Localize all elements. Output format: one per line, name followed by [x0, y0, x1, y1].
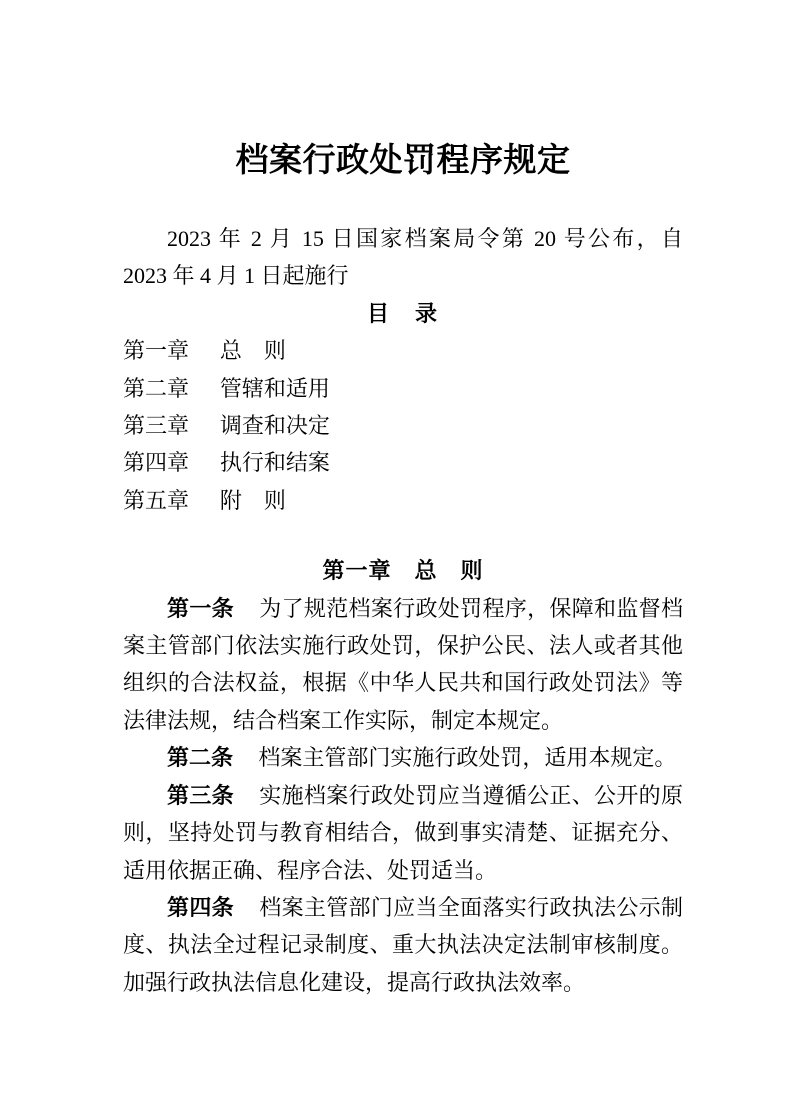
publication-note: 2023 年 2 月 15 日国家档案局令第 20 号公布，自 2023 年 4 月 1 日起施行 — [123, 226, 683, 289]
toc-chapter-label: 第三章 — [123, 413, 190, 439]
toc-list — [123, 332, 683, 519]
article-text: 实施档案行政处罚应当遵循公正、公开的原则，坚持处罚与教育相结合，做到事实清楚、证据充分、适用依据正确、程序合法、处罚适当。 — [123, 782, 683, 883]
article-number: 第一条 — [167, 595, 234, 621]
chapter-body — [123, 590, 683, 1001]
toc-item — [123, 407, 683, 444]
article-paragraph — [123, 777, 683, 889]
toc-chapter-label: 第一章 — [123, 338, 190, 364]
toc-chapter-title: 管辖和适用 — [219, 375, 330, 401]
article-paragraph — [123, 739, 683, 776]
toc-heading: 目 录 — [366, 300, 439, 326]
article-text: 为了规范档案行政处罚程序，保障和监督档案主管部门依法实施行政处罚，保护公民、法人或者其他组织的合法权益，根据《中华人民共和国行政处罚法》等法律法规，结合档案工作实际，制定本规定。 — [123, 595, 683, 733]
article-paragraph — [123, 889, 683, 1001]
article-text: 档案主管部门实施行政处罚，适用本规定。 — [258, 745, 677, 771]
toc-chapter-title: 总 则 — [219, 338, 286, 364]
toc-chapter-title: 执行和结案 — [219, 450, 330, 476]
toc-item — [123, 332, 683, 369]
toc-chapter-title: 调查和决定 — [219, 413, 330, 439]
article-number: 第二条 — [167, 745, 234, 771]
toc-chapter-title: 附 则 — [219, 487, 286, 513]
document-title: 档案行政处罚程序规定 — [235, 141, 571, 178]
toc-chapter-label: 第五章 — [123, 487, 190, 513]
article-number: 第三条 — [167, 782, 234, 808]
toc-item — [123, 482, 683, 519]
article-number: 第四条 — [167, 894, 234, 920]
article-text: 档案主管部门应当全面落实行政执法公示制度、执法全过程记录制度、重大执法决定法制审核制度。加强行政执法信息化建设，提高行政执法效率。 — [123, 894, 683, 995]
toc-chapter-label: 第二章 — [123, 375, 190, 401]
article-paragraph — [123, 590, 683, 740]
chapter-heading: 第一章 总 则 — [322, 558, 484, 584]
toc-chapter-label: 第四章 — [123, 450, 190, 476]
toc-item — [123, 370, 683, 407]
toc-item — [123, 444, 683, 481]
